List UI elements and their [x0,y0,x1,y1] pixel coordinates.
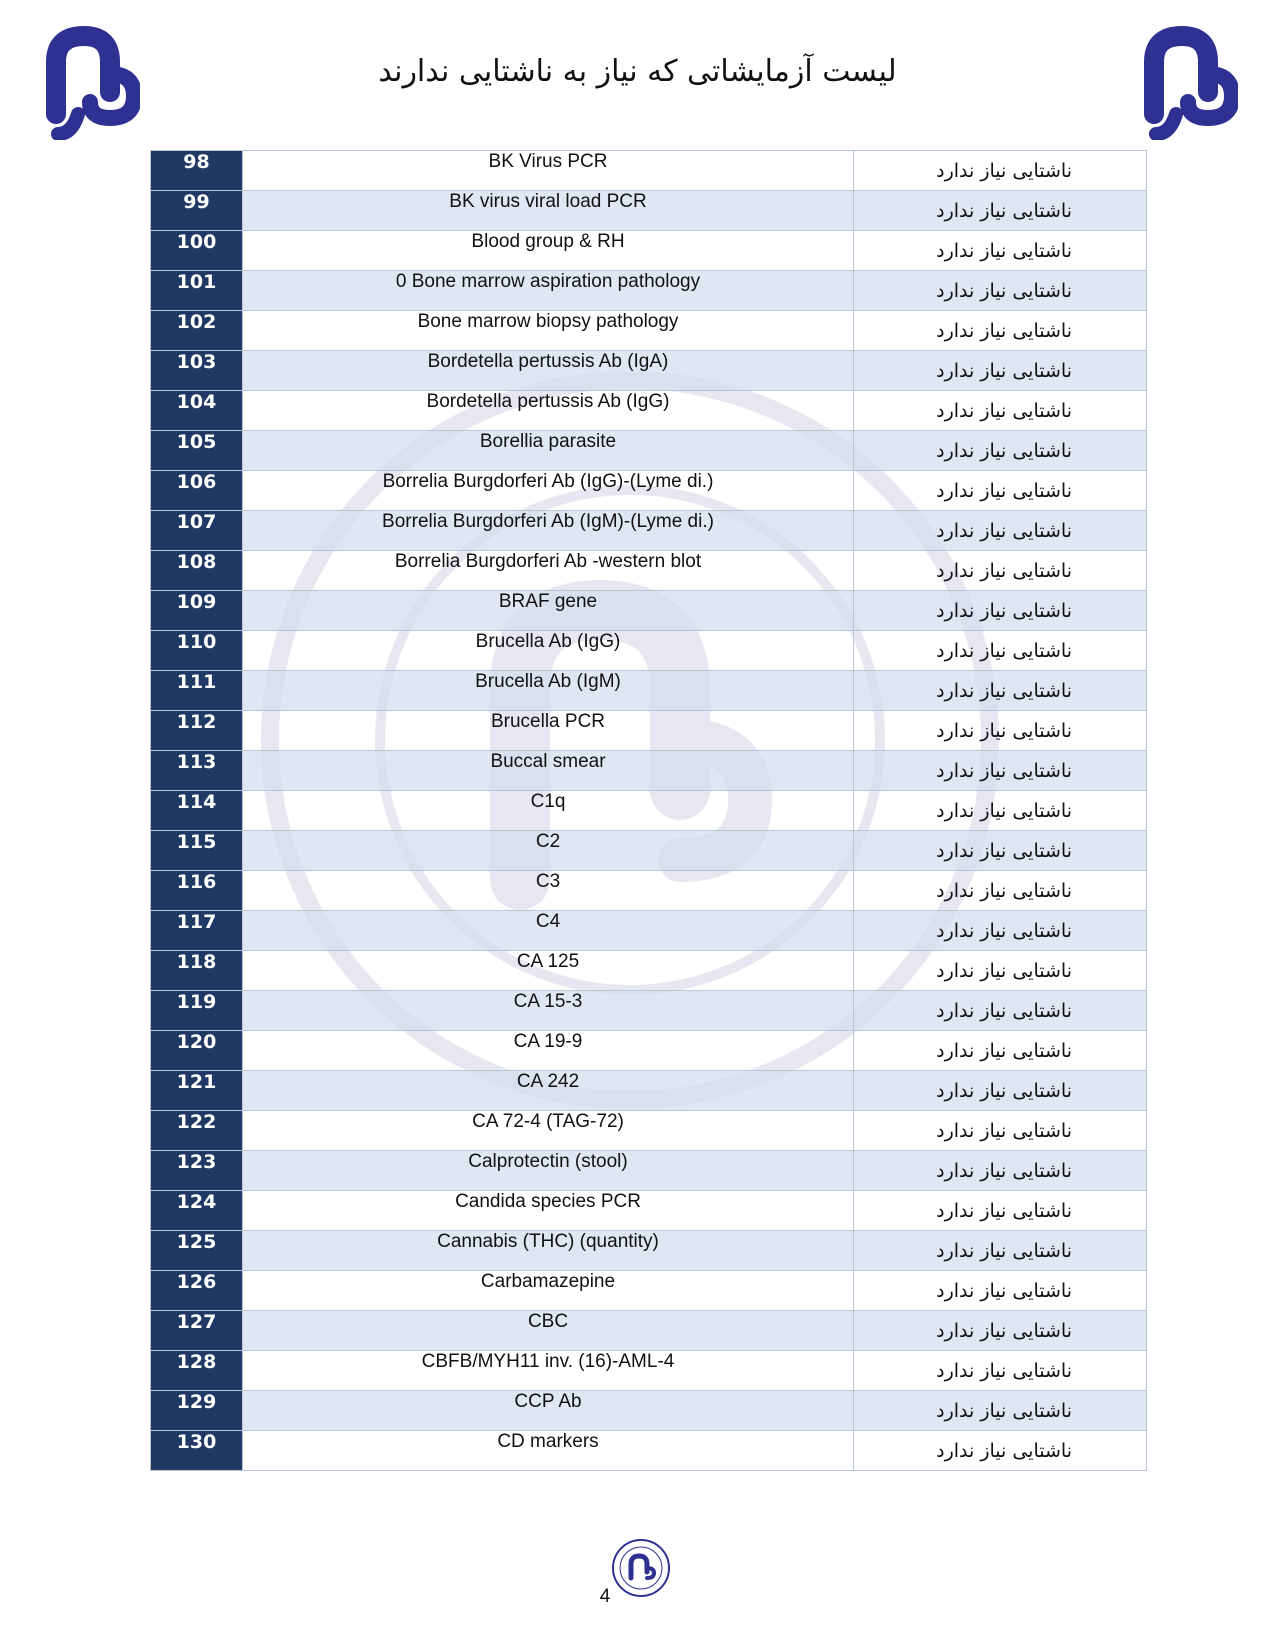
row-number-cell: 98 [151,151,243,191]
fasting-cell: ناشتایی نیاز ندارد [854,1191,1147,1231]
test-name-cell: Borrelia Burgdorferi Ab (IgM)-(Lyme di.) [243,511,854,551]
fasting-cell: ناشتایی نیاز ندارد [854,151,1147,191]
table-row [151,191,1147,231]
table-row [151,951,1147,991]
row-number-cell: 111 [151,671,243,711]
row-number-cell: 100 [151,231,243,271]
row-number-cell: 130 [151,1431,243,1471]
test-name-cell: C3 [243,871,854,911]
row-number-cell: 106 [151,471,243,511]
test-name-cell: CA 72-4 (TAG-72) [243,1111,854,1151]
page-title: لیست آزمایشاتی که نیاز به ناشتایی ندارند [378,54,897,89]
test-name-cell: CA 242 [243,1071,854,1111]
row-number-cell: 121 [151,1071,243,1111]
table-row [151,911,1147,951]
test-name-cell: Buccal smear [243,751,854,791]
fasting-cell: ناشتایی نیاز ندارد [854,991,1147,1031]
row-number-cell: 118 [151,951,243,991]
fasting-cell: ناشتایی نیاز ندارد [854,391,1147,431]
test-name-cell: Cannabis (THC) (quantity) [243,1231,854,1271]
table-row [151,1431,1147,1471]
test-name-cell: Borrelia Burgdorferi Ab (IgG)-(Lyme di.) [243,471,854,511]
table-row [151,231,1147,271]
table-row [151,1151,1147,1191]
row-number-cell: 105 [151,431,243,471]
fasting-cell: ناشتایی نیاز ندارد [854,591,1147,631]
fasting-cell: ناشتایی نیاز ندارد [854,1311,1147,1351]
test-name-cell: Carbamazepine [243,1271,854,1311]
test-name-cell: Borellia parasite [243,431,854,471]
table-row [151,551,1147,591]
fasting-cell: ناشتایی نیاز ندارد [854,511,1147,551]
fasting-cell: ناشتایی نیاز ندارد [854,831,1147,871]
table-row [151,151,1147,191]
table-row [151,1071,1147,1111]
row-number-cell: 107 [151,511,243,551]
table-row [151,711,1147,751]
row-number-cell: 104 [151,391,243,431]
table-row [151,431,1147,471]
test-name-cell: Calprotectin (stool) [243,1151,854,1191]
fasting-cell: ناشتایی نیاز ندارد [854,1231,1147,1271]
table-row [151,391,1147,431]
test-name-cell: Blood group & RH [243,231,854,271]
test-name-cell: Candida species PCR [243,1191,854,1231]
row-number-cell: 120 [151,1031,243,1071]
fasting-cell: ناشتایی نیاز ندارد [854,951,1147,991]
table-row [151,1191,1147,1231]
table-row [151,1391,1147,1431]
table-row [151,1311,1147,1351]
test-name-cell: 0 Bone marrow aspiration pathology [243,271,854,311]
table-row [151,831,1147,871]
row-number-cell: 103 [151,351,243,391]
test-name-cell: CCP Ab [243,1391,854,1431]
test-name-cell: CBFB/MYH11 inv. (16)-AML-4 [243,1351,854,1391]
fasting-cell: ناشتایی نیاز ندارد [854,871,1147,911]
test-name-cell: CA 125 [243,951,854,991]
fasting-cell: ناشتایی نیاز ندارد [854,231,1147,271]
table-row [151,591,1147,631]
fasting-cell: ناشتایی نیاز ندارد [854,1431,1147,1471]
table-row [151,311,1147,351]
table-row [151,871,1147,911]
row-number-cell: 102 [151,311,243,351]
fasting-cell: ناشتایی نیاز ندارد [854,1111,1147,1151]
test-name-cell: Bone marrow biopsy pathology [243,311,854,351]
test-name-cell: CA 19-9 [243,1031,854,1071]
row-number-cell: 114 [151,791,243,831]
test-name-cell: Brucella Ab (IgG) [243,631,854,671]
fasting-cell: ناشتایی نیاز ندارد [854,1071,1147,1111]
row-number-cell: 108 [151,551,243,591]
table-row [151,351,1147,391]
row-number-cell: 122 [151,1111,243,1151]
table-row [151,1231,1147,1271]
test-name-cell: BK Virus PCR [243,151,854,191]
fasting-cell: ناشتایی نیاز ندارد [854,551,1147,591]
table-row [151,671,1147,711]
row-number-cell: 110 [151,631,243,671]
row-number-cell: 125 [151,1231,243,1271]
fasting-cell: ناشتایی نیاز ندارد [854,1271,1147,1311]
row-number-cell: 117 [151,911,243,951]
test-name-cell: C2 [243,831,854,871]
test-name-cell: Brucella PCR [243,711,854,751]
table-row [151,511,1147,551]
fasting-cell: ناشتایی نیاز ندارد [854,471,1147,511]
fasting-cell: ناشتایی نیاز ندارد [854,191,1147,231]
fasting-cell: ناشتایی نیاز ندارد [854,431,1147,471]
page-number: 4 [599,1586,611,1607]
test-name-cell: Bordetella pertussis Ab (IgG) [243,391,854,431]
test-name-cell: Borrelia Burgdorferi Ab -western blot [243,551,854,591]
test-name-cell: BK virus viral load PCR [243,191,854,231]
table-row [151,1031,1147,1071]
test-name-cell: CA 15-3 [243,991,854,1031]
row-number-cell: 99 [151,191,243,231]
table-row [151,631,1147,671]
fasting-cell: ناشتایی نیاز ندارد [854,911,1147,951]
row-number-cell: 109 [151,591,243,631]
fasting-cell: ناشتایی نیاز ندارد [854,1391,1147,1431]
row-number-cell: 115 [151,831,243,871]
row-number-cell: 126 [151,1271,243,1311]
test-name-cell: BRAF gene [243,591,854,631]
fasting-cell: ناشتایی نیاز ندارد [854,1351,1147,1391]
fasting-cell: ناشتایی نیاز ندارد [854,711,1147,751]
fasting-cell: ناشتایی نیاز ندارد [854,351,1147,391]
fasting-cell: ناشتایی نیاز ندارد [854,311,1147,351]
fasting-cell: ناشتایی نیاز ندارد [854,631,1147,671]
table-row [151,751,1147,791]
test-name-cell: CD markers [243,1431,854,1471]
row-number-cell: 123 [151,1151,243,1191]
table-row [151,991,1147,1031]
table-row [151,1111,1147,1151]
table-row [151,471,1147,511]
table-row [151,271,1147,311]
fasting-cell: ناشتایی نیاز ندارد [854,671,1147,711]
test-name-cell: CBC [243,1311,854,1351]
row-number-cell: 101 [151,271,243,311]
row-number-cell: 119 [151,991,243,1031]
row-number-cell: 112 [151,711,243,751]
test-name-cell: Bordetella pertussis Ab (IgA) [243,351,854,391]
test-name-cell: Brucella Ab (IgM) [243,671,854,711]
test-name-cell: C4 [243,911,854,951]
fasting-cell: ناشتایی نیاز ندارد [854,271,1147,311]
fasting-cell: ناشتایی نیاز ندارد [854,1031,1147,1071]
row-number-cell: 128 [151,1351,243,1391]
fasting-cell: ناشتایی نیاز ندارد [854,751,1147,791]
row-number-cell: 127 [151,1311,243,1351]
tests-table [150,150,1147,1471]
test-name-cell: C1q [243,791,854,831]
table-row [151,1271,1147,1311]
fasting-cell: ناشتایی نیاز ندارد [854,791,1147,831]
row-number-cell: 129 [151,1391,243,1431]
fasting-cell: ناشتایی نیاز ندارد [854,1151,1147,1191]
row-number-cell: 116 [151,871,243,911]
row-number-cell: 124 [151,1191,243,1231]
table-row [151,1351,1147,1391]
table-row [151,791,1147,831]
row-number-cell: 113 [151,751,243,791]
